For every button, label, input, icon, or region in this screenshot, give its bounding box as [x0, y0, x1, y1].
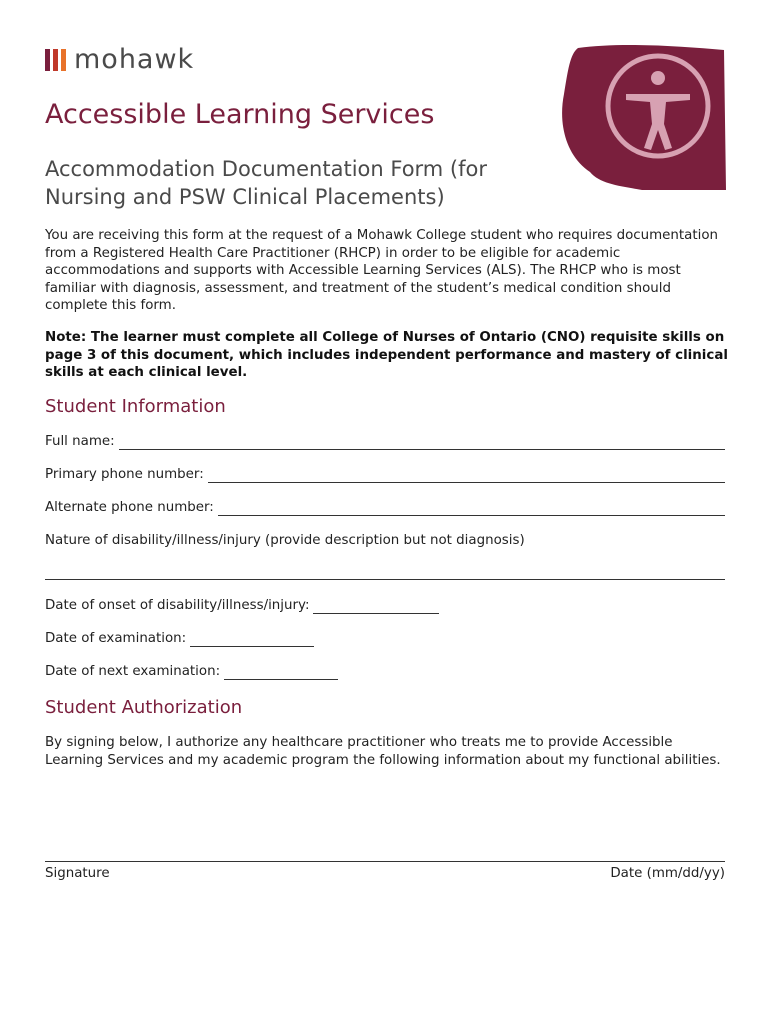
logo-bar — [45, 49, 50, 71]
onset-date-input-line[interactable] — [313, 600, 439, 614]
next-examination-date-field[interactable] — [45, 663, 338, 680]
onset-date-label: Date of onset of disability/illness/injury: — [45, 598, 310, 613]
nature-of-disability-label: Nature of disability/illness/injury (provide description but not diagnosis) — [45, 533, 525, 548]
authorization-paragraph: By signing below, I authorize any healthcare practitioner who treats me to provide Accessible Learning Services and my academic program the following information about my functional abilities. — [45, 735, 721, 768]
accessibility-seal-icon — [560, 44, 726, 190]
logo-bars-icon — [45, 49, 66, 71]
full-name-input-line[interactable] — [119, 436, 725, 450]
full-name-field[interactable] — [45, 433, 725, 450]
student-information-heading: Student Information — [45, 396, 226, 417]
full-name-label: Full name: — [45, 434, 115, 449]
primary-phone-label: Primary phone number: — [45, 467, 204, 482]
alternate-phone-input-line[interactable] — [218, 502, 725, 516]
examination-date-input-line[interactable] — [190, 633, 314, 647]
next-examination-date-label: Date of next examination: — [45, 664, 221, 679]
primary-phone-field[interactable] — [45, 466, 725, 483]
signature-line[interactable] — [45, 861, 725, 862]
intro-paragraph: You are receiving this form at the request of a Mohawk College student who requires documentation from a Registered Health Care Practitioner (RHCP) in order to be eligible for academic accommodations and supports with Accessible Learning Services (ALS). The RHCP who is most familiar with diagnosis, assessment, and treatment of the student’s medical condition should complete this form. — [45, 228, 719, 314]
examination-date-label: Date of examination: — [45, 631, 187, 646]
examination-date-field[interactable] — [45, 630, 314, 647]
signature-date-label: Date (mm/dd/yy) — [610, 866, 725, 881]
onset-date-field[interactable] — [45, 597, 439, 614]
logo-bar — [53, 49, 58, 71]
note-paragraph: Note: The learner must complete all College of Nurses of Ontario (CNO) requisite skills on page 3 of this document, which includes independent performance and mastery of clinical skills at each clinical level. — [45, 330, 728, 381]
nature-of-disability-input-line[interactable] — [45, 579, 725, 580]
student-authorization-heading: Student Authorization — [45, 697, 243, 718]
alternate-phone-field[interactable] — [45, 499, 725, 516]
signature-label: Signature — [45, 866, 110, 881]
next-examination-date-input-line[interactable] — [224, 666, 338, 680]
logo-bar — [61, 49, 66, 71]
mohawk-logo — [45, 44, 195, 75]
alternate-phone-label: Alternate phone number: — [45, 500, 214, 515]
page-title: Accessible Learning Services — [45, 99, 435, 130]
form-subtitle: Accommodation Documentation Form (for Nursing and PSW Clinical Placements) — [45, 157, 488, 209]
primary-phone-input-line[interactable] — [208, 469, 725, 483]
logo-wordmark: mohawk — [74, 44, 195, 75]
